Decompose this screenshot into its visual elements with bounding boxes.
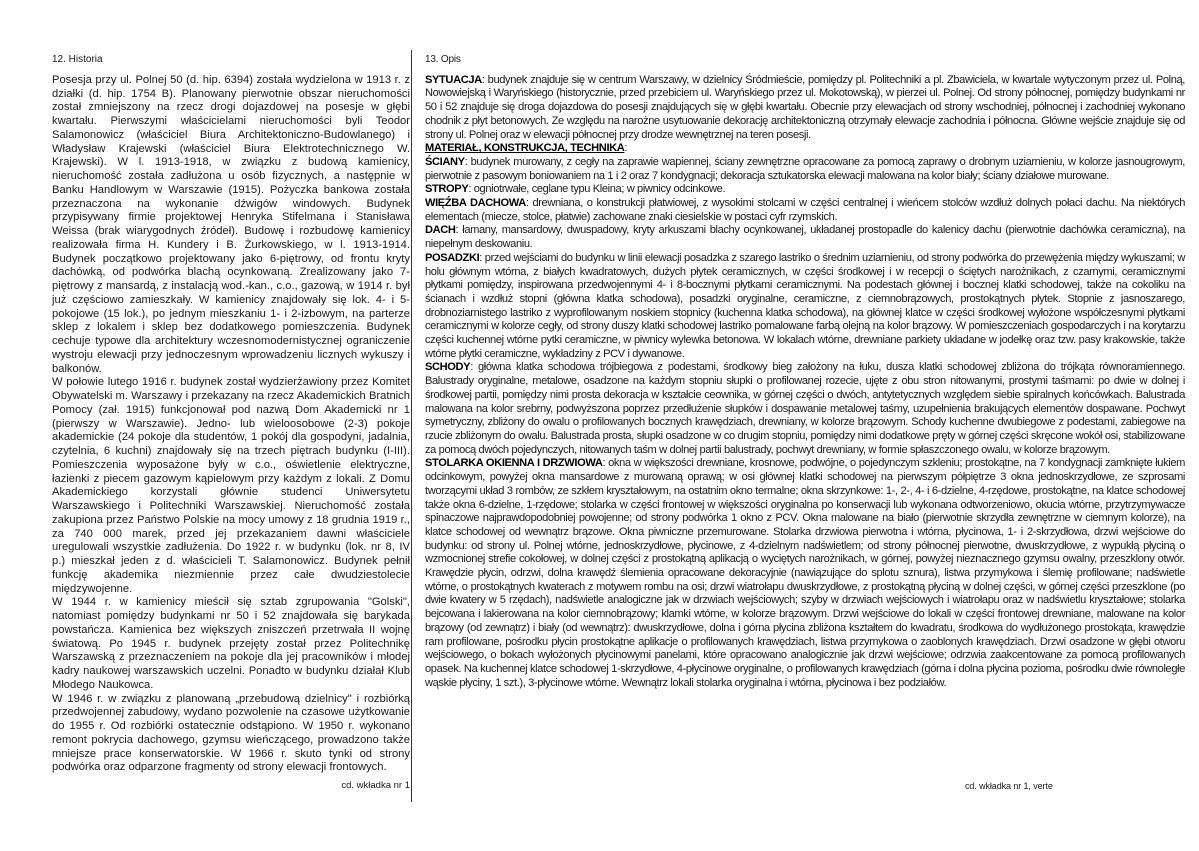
history-paragraph: Posesja przy ul. Polnej 50 (d. hip. 6394) została wydzielona w 1913 r. z działki (d. hip. 1754 B). Planowany pierwotnie obszar nieruchomości został zmniejszony na rzecz drogi dojazdowej na posesje w głębi kwartału. Pierwszymi właścicielami nieruchomości byli Teodor Salamonowicz (właściciel Biura Architektoniczno-Budowlanego) i Władysław Krajewski (właściciel Biura Elektrotechnicznego W. Krajewski). W l. 1913-1918, w związku z budową kamienicy, nieruchomość została zadłużona u osób fizycznych, a następnie w Banku Handlowym w Warszawie (1915). Pożyczka bankowa została przeznaczona na wykonanie dźwigów windowych. Budynek przypisywany firmie projektowej Henryka Stifelmana i Stanisława Weissa (brak wiarygodnych źródeł). Budowę i rozbudowę kamienicy realizowała firma H. Kundery i B. Żurkowskiego, w l. 1913-1914. Budynek początkowo projektowany jako 6-piętrowy, od frontu kryty dachówką, od podwórka blachą ocynkowaną. Zrealizowany jako 7-piętrowy z mansardą, z instalacją wod.-kan., c.o., gazową, w 1914 r. był już częściowo zamieszkały. W kamienicy znajdowały się lok. 4- i 5-pokojowe (15 lok.), po jednym mieszkaniu 1- i 2-izbowym, na parterze sklep z lokalem i sklep bez dodatkowego pomieszczenia. Budynek cechuje typowe dla architektury wczesnomodernistycznej ograniczenie wystroju elewacji przy jednoczesnym wprowadzeniu licznych wykuszy i balkonów. bbox=[52, 73, 410, 375]
history-paragraph: W 1946 r. w związku z planowaną „przebudową dzielnicy" i rozbiórką przedwojennej zabudowy, wydano pozwolenie na czasowe użytkowanie do 1955 r. Od rozbiórki ostatecznie odstąpiono. W 1950 r. wykonano remont pokrycia dachowego, gzymsu wieńczącego, prowadzono także mniejsze prace konserwatorskie. W 1966 r. skuto tynki od strony podwórka oraz odparzone fragmenty od strony elewacji frontowych. bbox=[52, 692, 410, 774]
section-text: : budynek murowany, z cegły na zaprawie wapiennej, ściany zewnętrzne opracowane za pomocą zaprawy o drobnym uziarnieniu, w kolorze jasnougrowym, pierwotnie z pasowym boniowaniem na 1 i 2 oraz 7 kondygnacji; dekoracja sztukatorska elewacji malowana na kolor biały; ściany działowe murowane. bbox=[425, 155, 1185, 182]
history-column bbox=[52, 53, 410, 791]
history-paragraph: W 1944 r. w kamienicy mieścił się sztab zgrupowania "Golski", natomiast pomiędzy budynkami nr 50 i 52 znajdowała się barykada powstańcza. Kamienica bez większych zniszczeń przetrwała II wojnę światową. Po 1945 r. budynek przejęty został przez Politechnikę Warszawską z przeznaczeniem na pokoje dla jej pracowników i młodej kadry naukowej warszawskich uczelni. Ponadto w budynku działał Klub Młodego Naukowca. bbox=[52, 596, 410, 691]
history-continuation-note: cd. wkładka nr 1 bbox=[341, 780, 410, 791]
description-column bbox=[425, 53, 1185, 791]
section-text: : budynek znajduje się w centrum Warszawy, w dzielnicy Śródmieście, pomiędzy pl. Politechniki a pl. Zbawiciela, w kwartale wytyczonym przez ul. Polną, Nowowiejską i Waryńskiego (historycznie, przed przebiciem ul. Waryńskiego przez ul. Mokotowską), w pierzei ul. Polnej. Od strony północnej, pomiędzy budynkami nr 50 i 52 znajduje się droga dojazdowa do posesji znajdujących się w głębi kwartału. Obecnie przy elewacjach od strony wschodniej, północnej i zachodniej wykonano chodnik z płyt betonowych. Ze względu na narożne usytuowanie dekorację architektoniczną otrzymały elewacje zachodnia i północna. Główne wejście znajduje się od strony ul. Polnej oraz w elewacji północnej przy drodze wewnętrznej na teren posesji. bbox=[425, 73, 1185, 141]
section-label: POSADZKI bbox=[425, 251, 480, 264]
section-text: : łamany, mansardowy, dwuspadowy, kryty arkuszami blachy ocynkowanej, układanej prostopadle do kalenicy dachu (pierwotnie dachówka ceramiczna), na niepełnym deskowaniu. bbox=[425, 224, 1185, 251]
section-label: SYTUACJA bbox=[425, 73, 482, 86]
history-title: 12. Historia bbox=[52, 54, 103, 65]
section-heading bbox=[425, 142, 1185, 156]
section-label: ŚCIANY bbox=[425, 155, 465, 168]
section-stairs bbox=[425, 361, 1185, 457]
section-ceilings bbox=[425, 183, 1185, 197]
section-roof-truss bbox=[425, 197, 1185, 224]
section-joinery bbox=[425, 457, 1185, 690]
section-label: DACH bbox=[425, 224, 456, 237]
section-text: : główna klatka schodowa trójbiegowa z podestami, środkowy bieg założony na łuku, dusza klatki schodowej zbliżona do trójkąta równoramiennego. Balustrady oryginalne, metalowe, osadzone na każdym stopniu słupki o profilowanej rozecie, ujęte z obu stron nitowanymi, prostymi taśmami: po dwie w dolnej i środkowej partii, pomiędzy nimi prosta dekoracja w kształcie ceownika, w górnej części o dwóch, antytetycznych względem siebie spiralnych końcówkach. Balustrada malowana na kolor srebrny, podwyższona poprzez przedłużenie słupków i dospawanie metalowej taśmy, uzupełnienia brakujących elementów dospawane. Pochwyt symetryczny, zbliżony do owalu o profilowanych bocznych krawędziach, drewniany, w kolorze brązowym. Schody kuchenne dwubiegowe z podestami, zabiegowe na rzucie zbliżonym do owalu. Balustrada prosta, słupki osadzone w co drugim stopniu, pomiędzy nimi dodatkowe pręty w górnej części skręcone wokół osi, stabilizowane za pomocą dwóch pojedynczych, nitowanych taśm w dolnej partii balustrady, pochwyt drewniany, w formie spłaszczonego owalu, w kolorze brązowym. bbox=[425, 361, 1185, 456]
heading-colon: : bbox=[624, 142, 628, 155]
section-label: STROPY bbox=[425, 183, 469, 196]
section-text: : przed wejściami do budynku w linii elewacji posadzka z szarego lastriko o średnim uziarnieniu, od strony podwórka do przewężenia między wykuszami; w holu głównym wtórna, z białych kwadratowych, dużych płytek ceramicznych, w części środkowej i w recepcji o ściętych narożnikach, z czarnymi, ceramicznymi płytkami pomiędzy, inspirowana przedwojennymi 4- i 8-bocznymi płytkami ceramicznymi. Na podestach głównej i bocznej klatki schodowej, także na cokoliku na ścianach i wzdłuż stopni (główna klatka schodowa), posadzki oryginalne, ceramiczne, z ciemnobrązowych, prostokątnych płytek. Stopnie z jasnoszarego, drobnoziarnistego lastriko z wyprofilowanym noskiem stopnicy (kuchenna klatka schodowa), na głównej klatce w części środkowej wyłożone współczesnymi płytkami ceramicznymi w kolorze cegły, od strony duszy klatki schodowej lastriko pomalowane farbą olejną na kolor brązowy. W pomieszczeniach gospodarczych i na korytarzu części kuchennej wtórne pytki ceramiczne, w piwnicy wylewka betonowa. W lokalach wtórne, drewniane parkiety układane w jodełkę oraz tzw. pasy krakowskie, także wtórne płytki ceramiczne, wykładziny z PCV i dywanowe. bbox=[425, 251, 1185, 360]
history-paragraph: W połowie lutego 1916 r. budynek został wydzierżawiony przez Komitet Obywatelski m. Warszawy i przekazany na rzecz Akademickich Bratnich Pomocy (zał. 1915) funkcjonował pod nazwą Dom Akademicki nr 1 (pierwszy w Warszawie). Jedno- lub wieloosobowe (2-3) pokoje akademickie (24 pokoje dla studentów, 1 pokój dla gospodyni, jadalnia, czytelnia, 6 kuchni) znajdowały się na trzech piętrach budynku (I-III). Pomieszczenia wyposażone były w c.o., oświetlenie elektryczne, łazienki z piecem gazowym kąpielowym przy każdym z lokali. Z Domu Akademickiego korzystali głównie studenci Uniwersytetu Warszawskiego i Politechniki Warszawskiej. Nieruchomość została zakupiona przez Państwo Polskie na mocy umowy z 18 grudnia 1919 r., za 740 000 marek, przed jej przekazaniem dawni właściciele uregulowali wszystkie zadłużenia. Do 1922 r. w budynku (lok. nr 8, IV p.) mieszkał jeden z d. właścicieli T. Salamonowicz. Budynek pełnił funkcję akademika niezmiennie przez całe dwudziestolecie międzywojenne. bbox=[52, 376, 410, 595]
material-heading: MATERIAŁ, KONSTRUKCJA, TECHNIKA bbox=[425, 142, 625, 155]
section-text: : drewniana, o konstrukcji płatwiowej, z wysokimi stolcami w części centralnej i wieńcem stolców wzdłuż dolnych połaci dachu. Na niektórych elementach (miecze, stolce, płatwie) zachowane znaki ciesielskie w postaci cyfr rzymskich. bbox=[425, 197, 1185, 223]
section-roof bbox=[425, 224, 1185, 251]
description-title: 13. Opis bbox=[425, 54, 461, 65]
section-situation bbox=[425, 74, 1185, 143]
section-label: WIĘŹBA DACHOWA bbox=[425, 197, 526, 210]
section-text: : ogniotrwałe, ceglane typu Kleina; w piwnicy odcinkowe. bbox=[468, 183, 726, 196]
description-continuation-note: cd. wkładka nr 1, verte bbox=[965, 781, 1053, 791]
section-text: : okna w większości drewniane, krosnowe, podwójne, o pojedynczym szkleniu; prostokątne, na 7 kondygnacji zamknięte łukiem odcinkowym, powyżej okna mansardowe z murowaną oprawą; w osi głównej klatki schodowej na pierwszym półpiętrze 3 okna jednoskrzydłowe, ze szprosami tworzącymi układ 3 rombów, ze szkłem kryształowym, na ostatnim okno termalne; okna skrzynkowe: 1-, 2-, 4- i 6-dzielne, 4-rzędowe, prostokątne, na klatce schodowej także okna 6-dzielne, 1-rzędowe; stolarka w części frontowej w większości oryginalna po konserwacji lub wykonana odtworzeniowo, okucia wtórne, przytrzymywacze spinaczowe najprawdopodobniej powojenne; od strony podwórka 1 okno z PCV. Okna malowane na biało (pierwotnie skrzydła zewnętrzne w ciemnym kolorze), na klatce schodowej od wewnątrz brązowe. Okna piwniczne przemurowane. Stolarka drzwiowa pierwotna i wtórna, płycinowa, 1- i 2-skrzydłowa, drzwi wejściowe do budynku: od strony ul. Polnej wtórne, jednoskrzydłowe, płycinowe, z 4-dzielnym nadświetlem; od strony północnej pierwotne, dwuskrzydłowe, z wypukłą płyciną o wzmocnionej strefie cokołowej, w dolnej części z prostokątną aplikacją o wyciętych narożnikach, w górnej, powyżej nieznacznego gzymsu owalny, przeszklony otwór. Krawędzie płycin, odrzwi, dolna krawędź ślemienia opracowane dekoracyjnie (nawiązujące do splotu sznura), listwa przymykowa i ślemię profilowane; nadświetle wtórne, o prostokątnych kwaterach z motywem rombu na osi; drzwi wiatrołapu dwuskrzydłowe, z prostokątną płyciną w dolnej części, w górnej części przeszklone (po dwie kwatery w 5 rzędach), nadświetle analogiczne jak w drzwiach wejściowych; szyby w drzwiach wejściowych i wiatrołapu oraz w nadświetlu kryształowe; stolarka bejcowana i lakierowana na kolor ciemnobrązowy; klamki wtórne, w kolorze brązowym. Drzwi wejściowe do lokali w części frontowej drewniane, malowane na kolor brązowy (od zewnątrz) i biały (od wewnątrz): dwuskrzydłowe, dolna i górna płycina zbliżona kształtem do kwadratu, środkowa do wydłużonego prostokąta, krawędzie ram profilowane, pośrodku płycin prostokątne aplikacje o profilowanych krawędziach, listwa przymykowa o zaoblonych krawędziach. Drzwi osadzone w głębi otworu wejściowego, o bokach wyłożonych płycinowymi panelami, które opracowano analogicznie jak drzwi wejściowe; odrzwia zaakcentowane za pomocą profilowanych opasek. Na kuchennej klatce schodowej 1-skrzydłowe, 4-płycinowe oryginalne, o profilowanych krawędziach (górna i dolna płycina pozioma, pośrodku dwie równoległe wąskie płyciny, 1 szt.), 3-płycinowe wtórne. Wewnątrz lokali stolarka oryginalna i wtórna, płycinowa i bez podziałów. bbox=[425, 457, 1185, 689]
section-label: SCHODY bbox=[425, 361, 471, 374]
section-floors bbox=[425, 252, 1185, 362]
section-label: STOLARKA OKIENNA I DRZWIOWA bbox=[425, 457, 603, 470]
column-divider bbox=[411, 50, 412, 802]
section-walls bbox=[425, 156, 1185, 183]
